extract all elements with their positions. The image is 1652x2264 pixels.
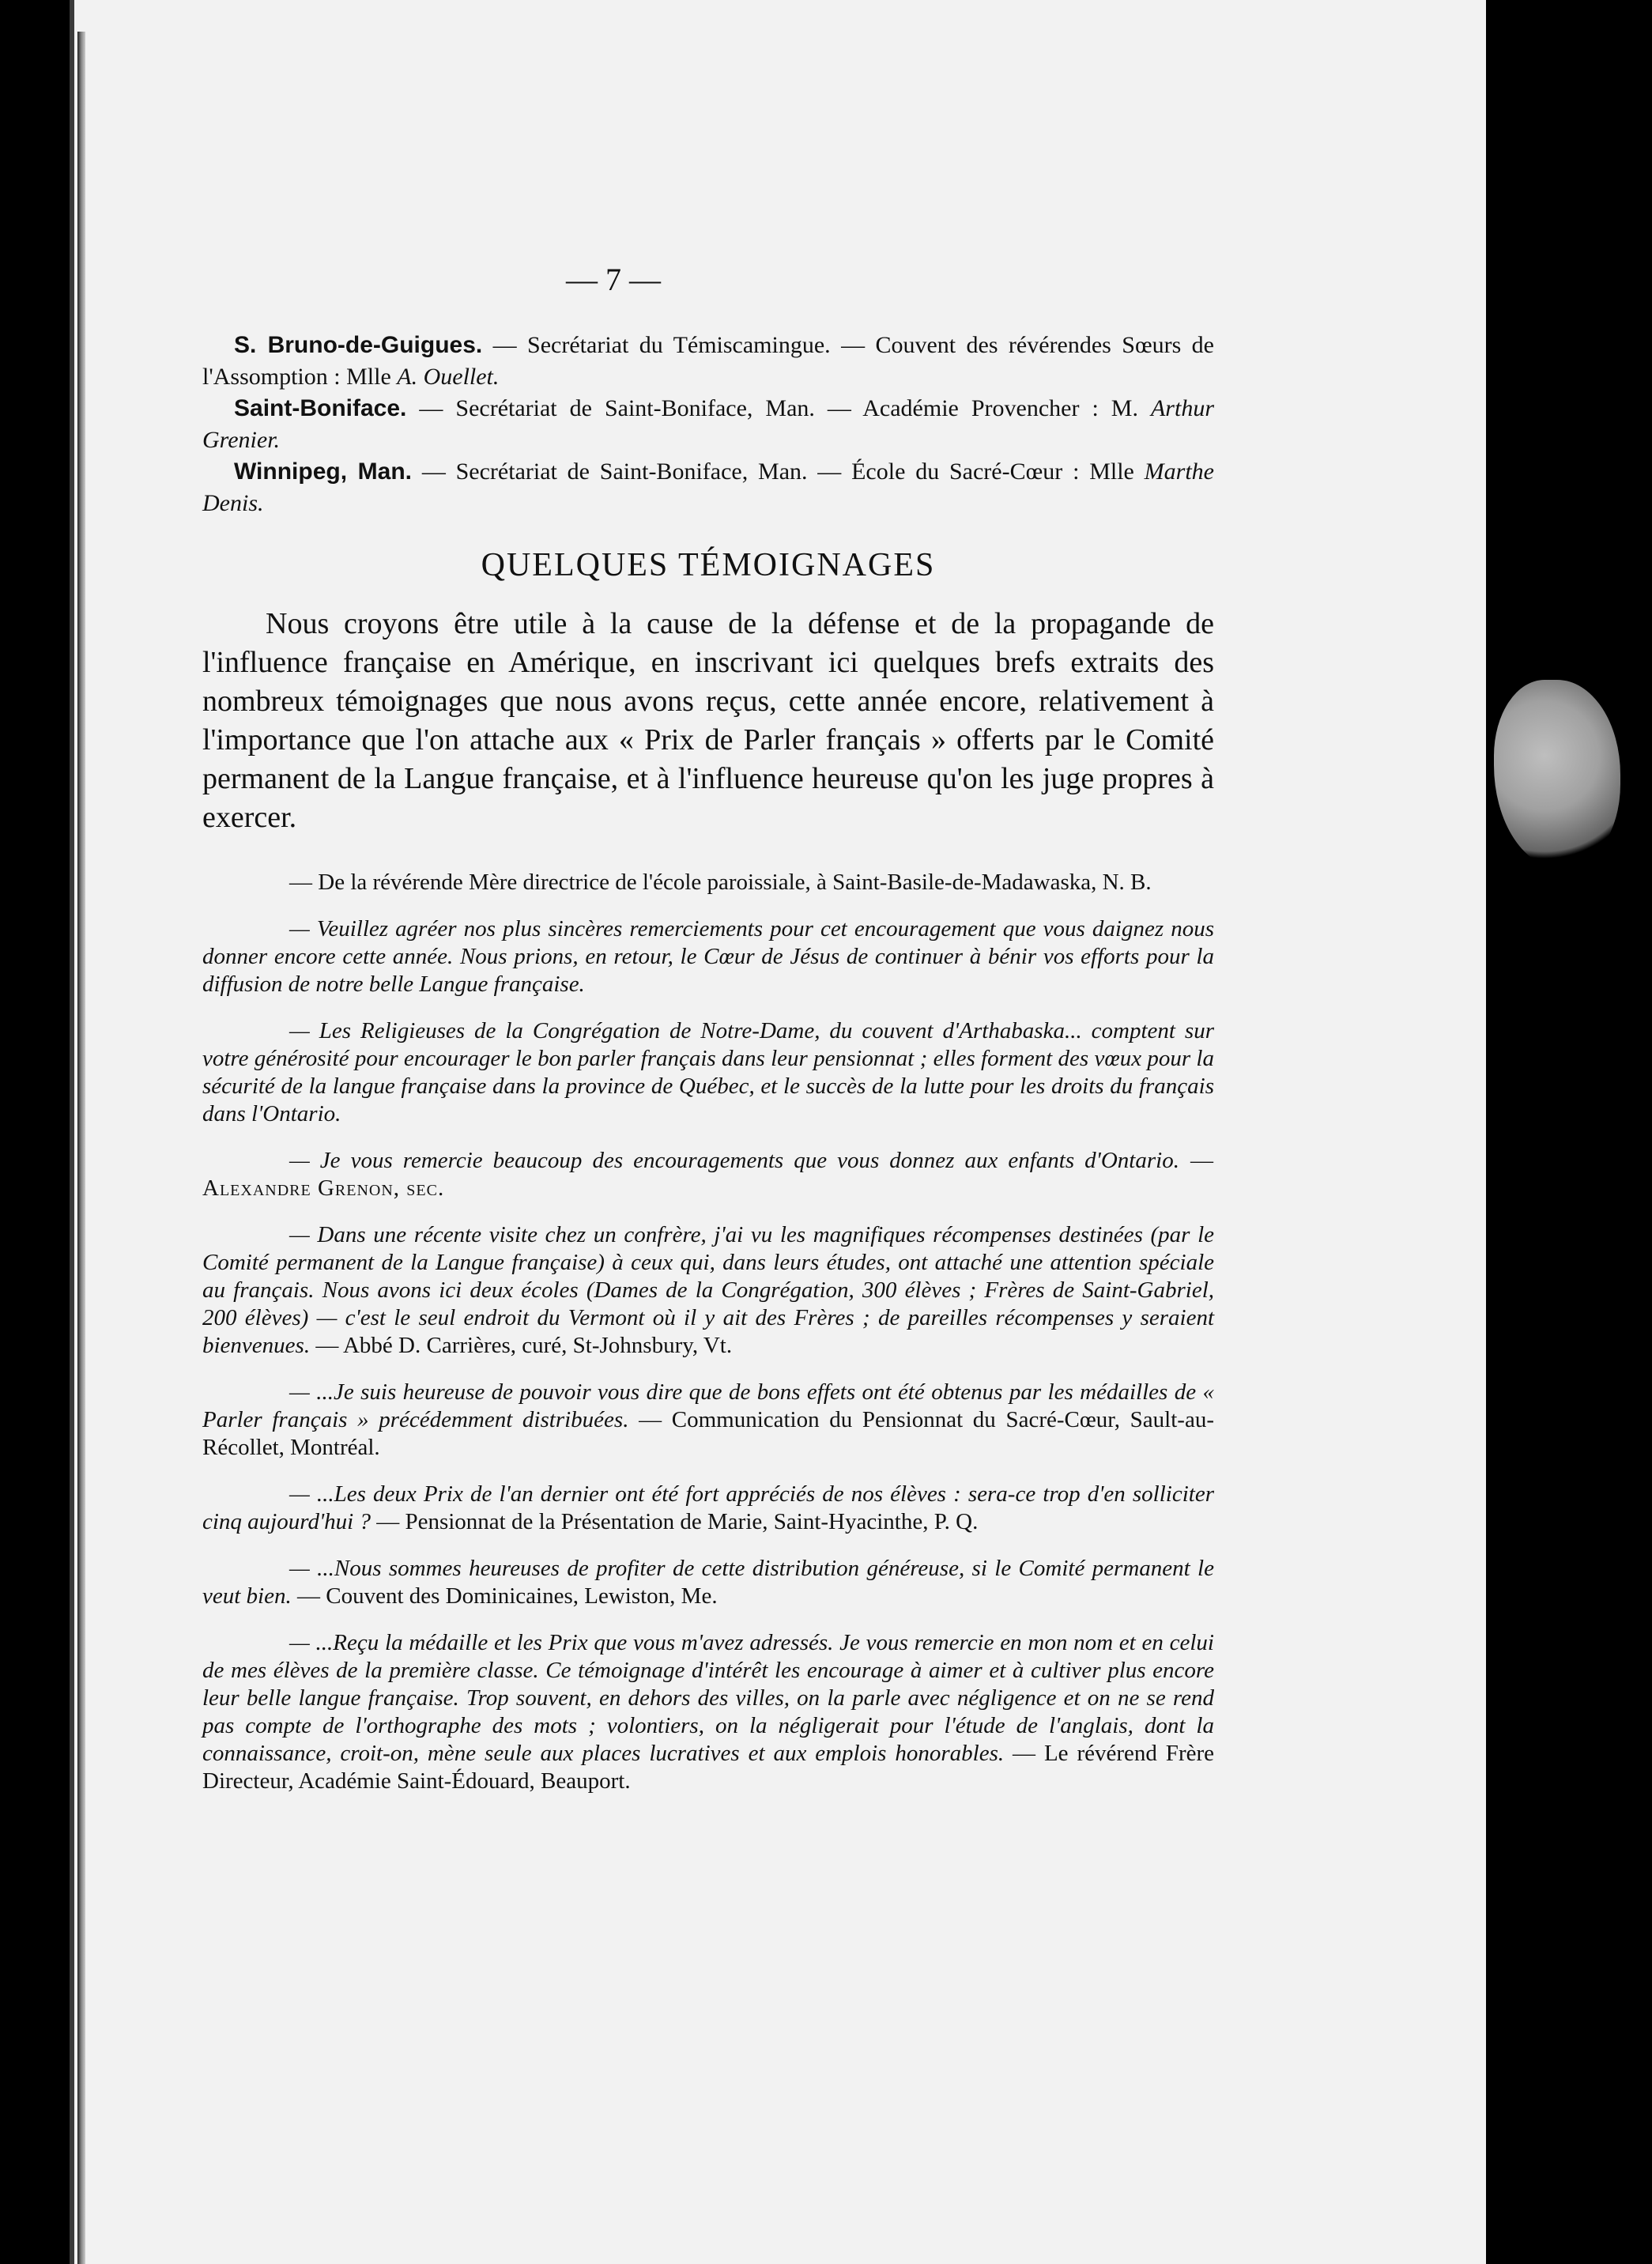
entry-place: Saint-Boniface. <box>234 395 407 421</box>
testimonial-signature: — Couvent des Dominicaines, Lewiston, Me. <box>291 1583 718 1609</box>
testimonial-signature: — De la révérende Mère directrice de l'école paroissiale, à Saint-Basile-de-Madawaska, N. B. <box>289 870 1152 895</box>
testimonial <box>202 1629 1214 1795</box>
page-spine-shadow <box>77 32 85 2264</box>
entry-place: S. Bruno-de-Guigues. <box>234 332 483 358</box>
testimonial <box>202 869 1214 896</box>
entry <box>202 456 1214 519</box>
entry-text: — Secrétariat de Saint-Boniface, Man. — Académie Provencher : M. <box>406 395 1151 421</box>
testimonial <box>202 915 1214 998</box>
testimonial-quote: — Les Religieuses de la Congrégation de Notre-Dame, du couvent d'Arthabaska... comptent sur votre générosité pour encourager le bon parler français dans leur pensionnat ; elles forment des vœux pour la sécurité de la langue française dans la province de Québec, et le succès de la lutte pour les droits du français dans l'Ontario. <box>202 1018 1214 1126</box>
testimonial <box>202 1147 1214 1202</box>
entry-name: Arthur Grenier. <box>202 395 1214 453</box>
testimonial-quote: — ...Reçu la médaille et les Prix que vous m'avez adressés. Je vous remercie en mon nom et en celui de mes élèves de la première classe. Ce témoignage d'intérêt les encourage à aimer et à cultiver plus encore leur belle langue française. Trop souvent, en dehors des villes, on la parle avec négligence et on ne se rend pas compte de l'orthographe des mots ; volontiers, on la négligerait pour l'étude de l'anglais, dont la connaissance, croit-on, mène seule aux places lucratives et aux emplois honorables. <box>202 1630 1214 1766</box>
testimonial <box>202 1017 1214 1128</box>
testimonial-quote: — ...Nous sommes heureuses de profiter de cette distribution généreuse, si le Comité permanent le veut bien. <box>202 1556 1214 1609</box>
scan-bleed-mark <box>1494 680 1620 870</box>
testimonial-signature: — Alexandre Grenon, sec. <box>202 1148 1214 1201</box>
testimonial-quote: — ...Les deux Prix de l'an dernier ont été fort appréciés de nos élèves : sera-ce trop d'en solliciter cinq aujourd'hui ? <box>202 1481 1214 1534</box>
testimonial <box>202 1221 1214 1360</box>
testimonial <box>202 1481 1214 1536</box>
entry-place: Winnipeg, Man. <box>234 458 413 485</box>
lead-paragraph: Nous croyons être utile à la cause de la défense et de la propagande de l'influence française en Amérique, en inscrivant ici quelques brefs extraits des nombreux témoignages que nous avons reçus, cette année encore, relativement à l'importance que l'on attache aux « Prix de Parler français » offerts par le Comité permanent de la Langue française, et à l'influence heureuse qu'on les juge propres à exercer. <box>202 607 1214 834</box>
testimonial-signature: — Le révérend Frère Directeur, Académie Saint-Édouard, Beauport. <box>202 1741 1214 1794</box>
entry-name: Marthe Denis. <box>202 458 1214 516</box>
testimonial-signature: — Pensionnat de la Présentation de Marie, Saint-Hyacinthe, P. Q. <box>370 1509 979 1534</box>
testimonial <box>202 1379 1214 1462</box>
testimonial-quote: — Je vous remercie beaucoup des encouragements que vous donnez aux enfants d'Ontario. <box>289 1148 1179 1173</box>
testimonial <box>202 1555 1214 1610</box>
entry-text: — Secrétariat de Saint-Boniface, Man. — École du Sacré-Cœur : Mlle <box>412 458 1145 485</box>
testimonial-quote: — Veuillez agréer nos plus sincères remerciements pour cet encouragement que vous daignez nous donner encore cette année. Nous prions, en retour, le Cœur de Jésus de continuer à bénir vos efforts pour la diffusion de notre belle Langue française. <box>202 916 1214 997</box>
entry-name: A. Ouellet. <box>397 364 500 390</box>
testimonial-signature: — Abbé D. Carrières, curé, St-Johnsbury, Vt. <box>310 1333 733 1358</box>
testimonial-quote: — Dans une récente visite chez un confrère, j'ai vu les magnifiques récompenses destinées (par le Comité permanent de la Langue française) à ceux qui, dans leurs études, ont attaché une attention spéciale au français. Nous avons ici deux écoles (Dames de la Congrégation, 300 élèves ; Frères de Saint-Gabriel, 200 élèves) — c'est le seul endroit du Vermont où il y ait des Frères ; de pareilles récompenses y seraient bienvenues. <box>202 1222 1214 1358</box>
entry-text: — Secrétariat du Témiscamingue. — Couvent des révérendes Sœurs de l'Assomption : Mlle <box>202 332 1214 390</box>
entry <box>202 330 1214 393</box>
testimonial-signature: — Communication du Pensionnat du Sacré-Cœur, Sault-au-Récollet, Montréal. <box>202 1407 1214 1460</box>
testimonial-quote: — ...Je suis heureuse de pouvoir vous dire que de bons effets ont été obtenus par les médailles de « Parler français » précédemment distribuées. <box>202 1379 1214 1432</box>
page-content <box>202 261 1214 1814</box>
entry <box>202 393 1214 456</box>
page-number: — 7 — <box>566 262 661 297</box>
section-heading: QUELQUES TÉMOIGNAGES <box>481 547 936 583</box>
